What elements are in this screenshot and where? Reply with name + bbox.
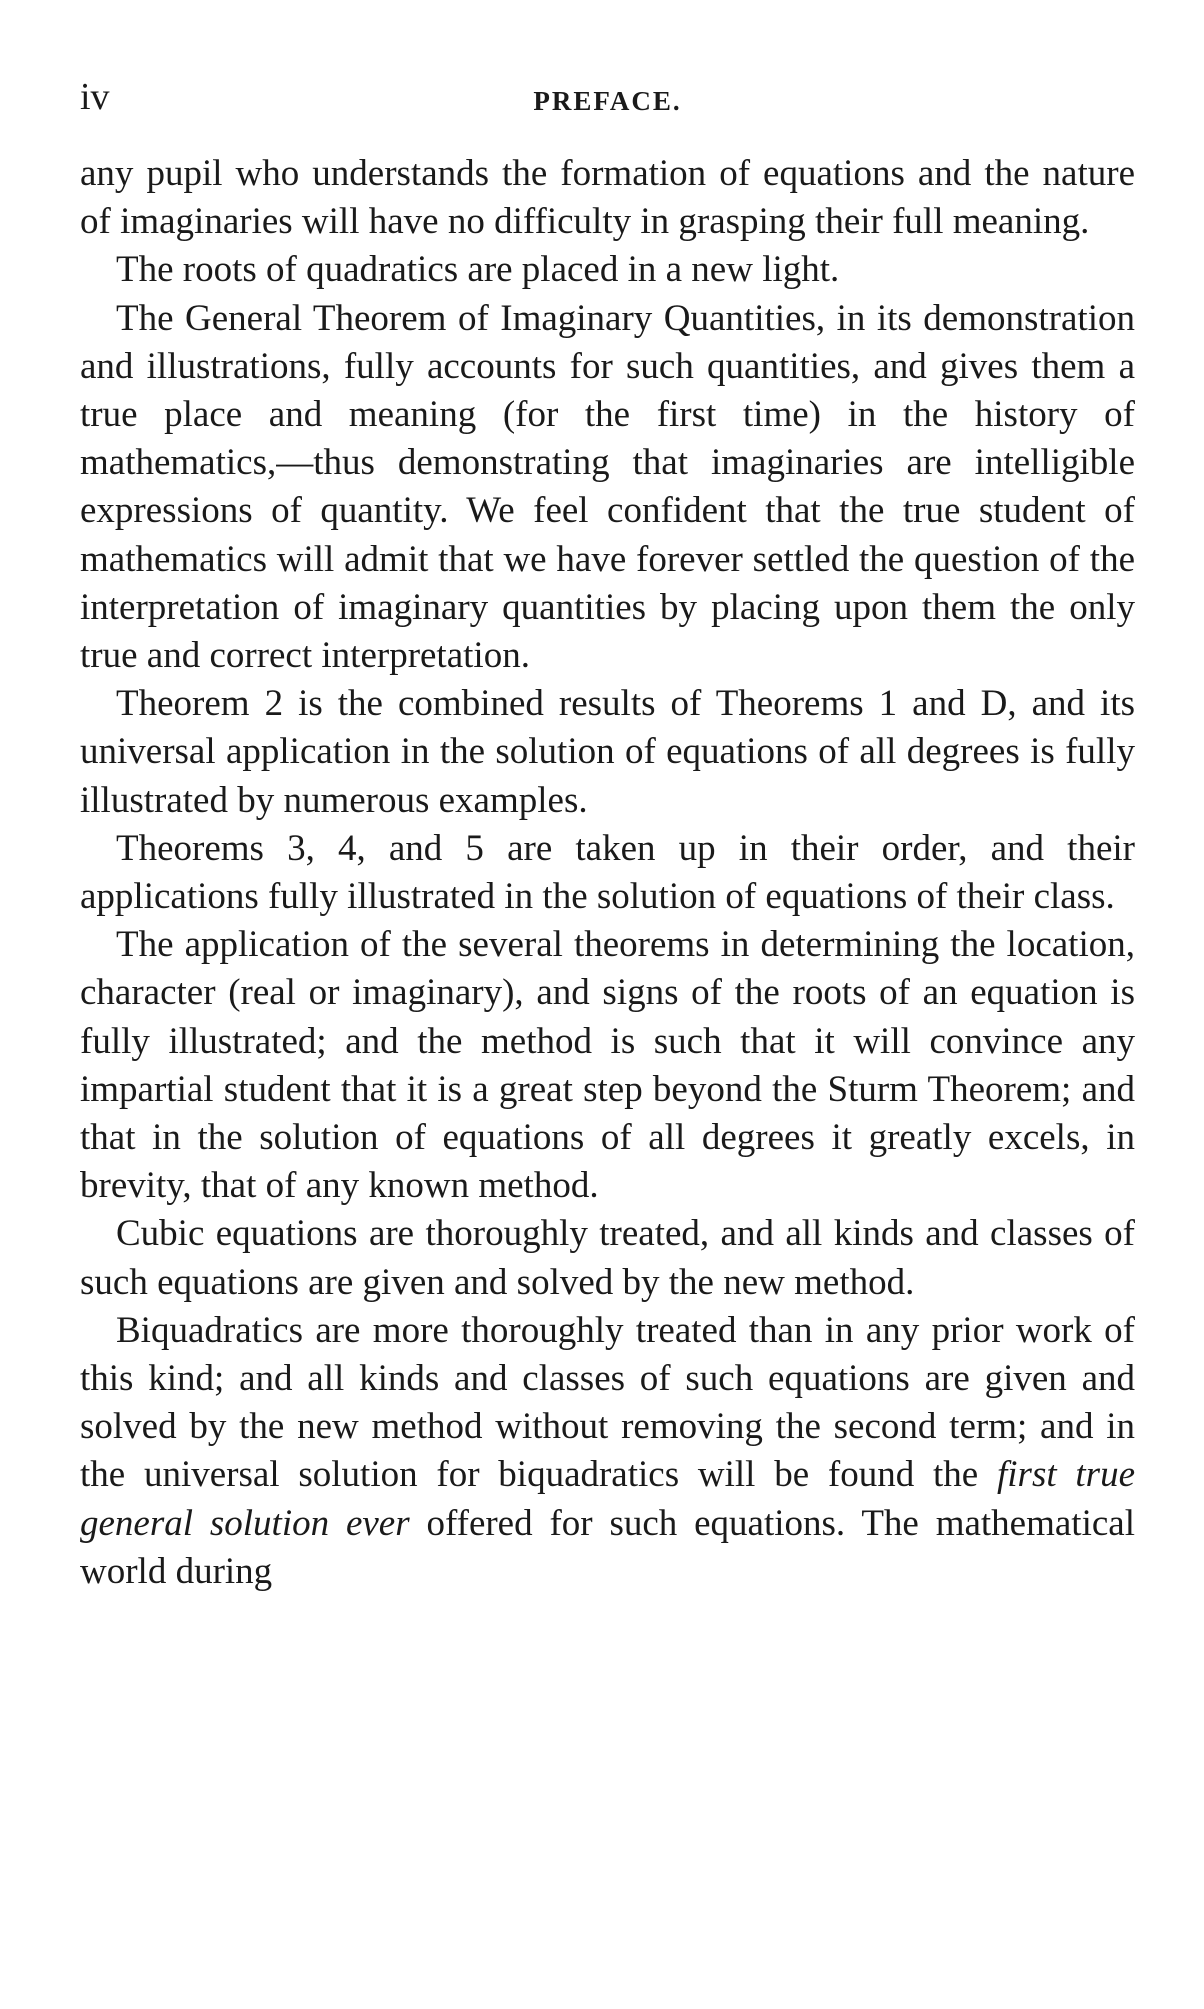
paragraph-application: The application of the several theorems in determining the location, character (real or imaginary), and signs of the roots of an equation is fully illustrated; and the method is such that it will convince any impartial student that it is a great step beyond the Sturm Theorem; and that in the solution of equations of all degrees it greatly excels, in brevity, that of any known method. [80,924,1135,1207]
page-number: iv [80,76,110,118]
biquadratics-text-before: Biquadratics are more thoroughly treated than in any prior work of this kind; and all kinds and classes of such equations are given and solved by the new method without removing the second term; and in the universal solution for biquadratics will be found the [80,1309,1135,1496]
paragraph-theorem-2: Theorem 2 is the combined results of Theorems 1 and D, and its universal application in the solution of equations of all degrees is fully illustrated by numerous examples. [80,683,1135,821]
biquadratics-text-after: offered for such equations. The mathematical world during [80,1502,1135,1592]
paragraph-imaginary-theorem: The General Theorem of Imaginary Quantities, in its demonstration and illustrations, fully accounts for such quantities, and gives them a true place and meaning (for the first time) in the history of mathematics,—thus demonstrating that imaginaries are intelligible expressions of quantity. We feel confident that the true student of mathematics will admit that we have forever settled the question of the interpretation of imaginary quantities by placing upon them the only true and correct interpretation. [80,297,1135,677]
body-text [80,150,1135,1596]
paragraph-quadratics: The roots of quadratics are placed in a new light. [116,249,840,291]
paragraph-biquadratics [80,1307,1135,1596]
paragraph-cubic: Cubic equations are thoroughly treated, and all kinds and classes of such equations are given and solved by the new method. [80,1213,1135,1303]
page-header [80,72,1135,122]
paragraph-theorems-3-4-5: Theorems 3, 4, and 5 are taken up in their order, and their applications fully illustrated in the solution of equations of their class. [80,827,1135,918]
paragraph-continuation: any pupil who understands the formation of equations and the nature of imaginaries will have no difficulty in grasping their full meaning. [80,153,1135,243]
running-head: PREFACE. [533,86,682,116]
biquadratics-italic-phrase: first true general solution ever [80,1454,1135,1544]
